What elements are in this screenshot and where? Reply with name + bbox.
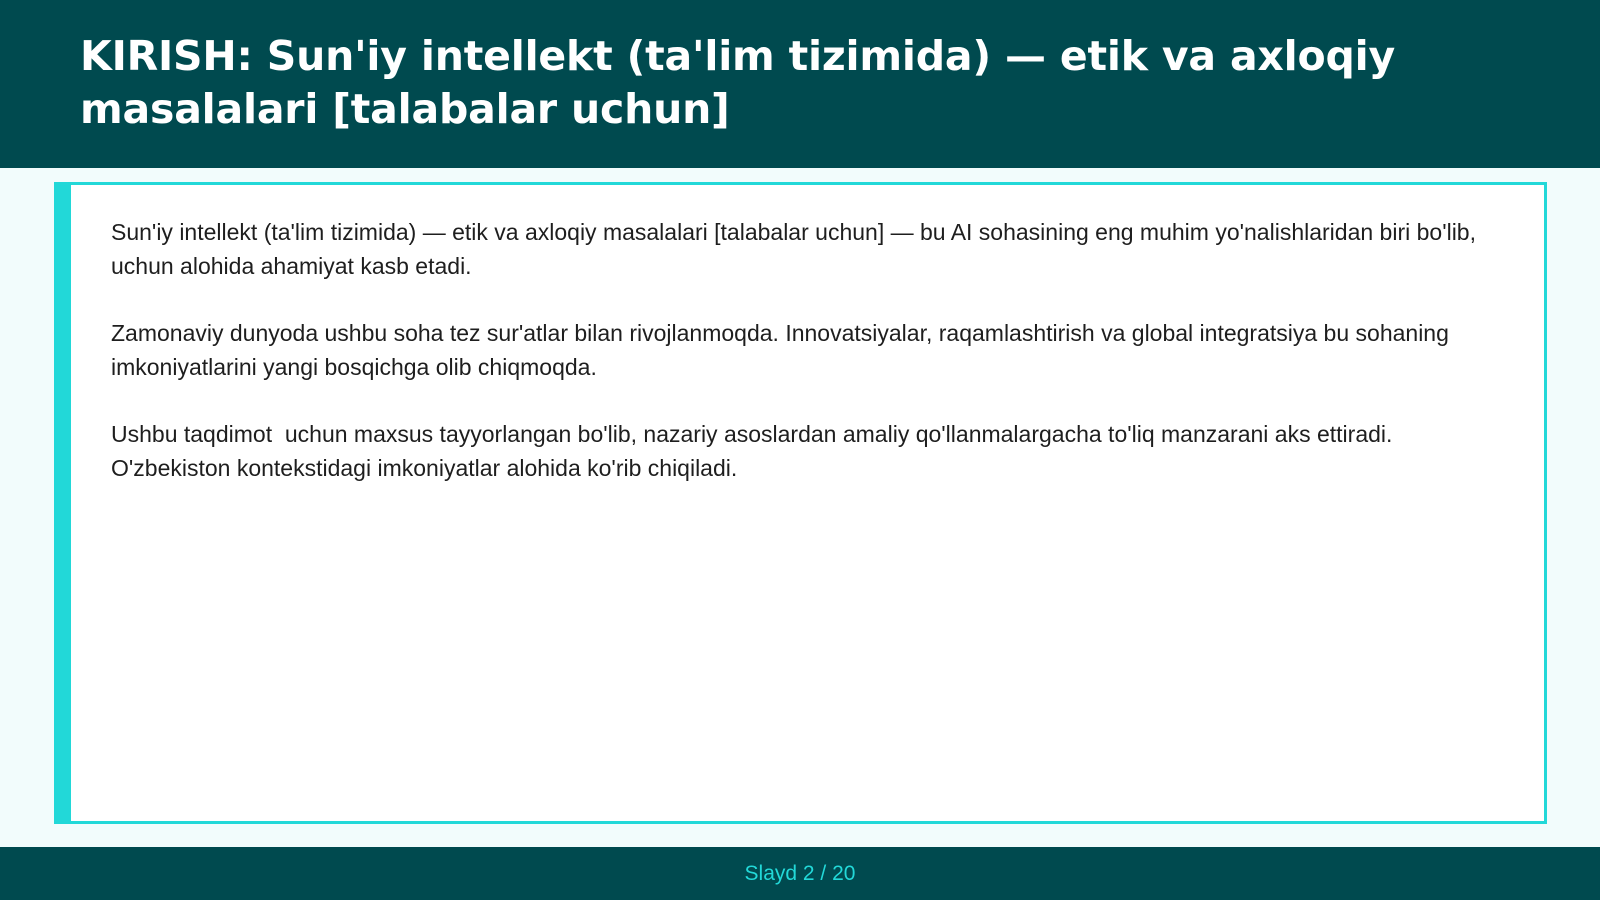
slide-title: KIRISH: Sun'iy intellekt (ta'lim tizimida) — etik va axloqiy masalalari [talabalar uchun] [80,32,1396,133]
content-card [54,182,1547,824]
intro-paragraph-1: Sun'iy intellekt (ta'lim tizimida) — etik va axloqiy masalalari [talabalar uchun] — bu AI sohasining eng muhim yo'nalishlaridan biri bo'lib, uchun alohida ahamiyat kasb etadi. [111,219,1489,279]
slide-header [0,0,1600,168]
intro-paragraph-2: Zamonaviy dunyoda ushbu soha tez sur'atlar bilan rivojlanmoqda. Innovatsiyalar, raqamlashtirish va global integratsiya bu sohaning imkoniyatlarini yangi bosqichga olib chiqmoqda. [111,320,1456,380]
slide-counter: Slayd 2 / 20 [744,861,856,885]
intro-paragraph-3: Ushbu taqdimot uchun maxsus tayyorlangan bo'lib, nazariy asoslardan amaliy qo'llanmalargacha to'liq manzarani aks ettiradi. O'zbekiston kontekstidagi imkoniyatlar alohida ko'rib chiqiladi. [111,421,1399,481]
slide-footer [0,847,1600,900]
